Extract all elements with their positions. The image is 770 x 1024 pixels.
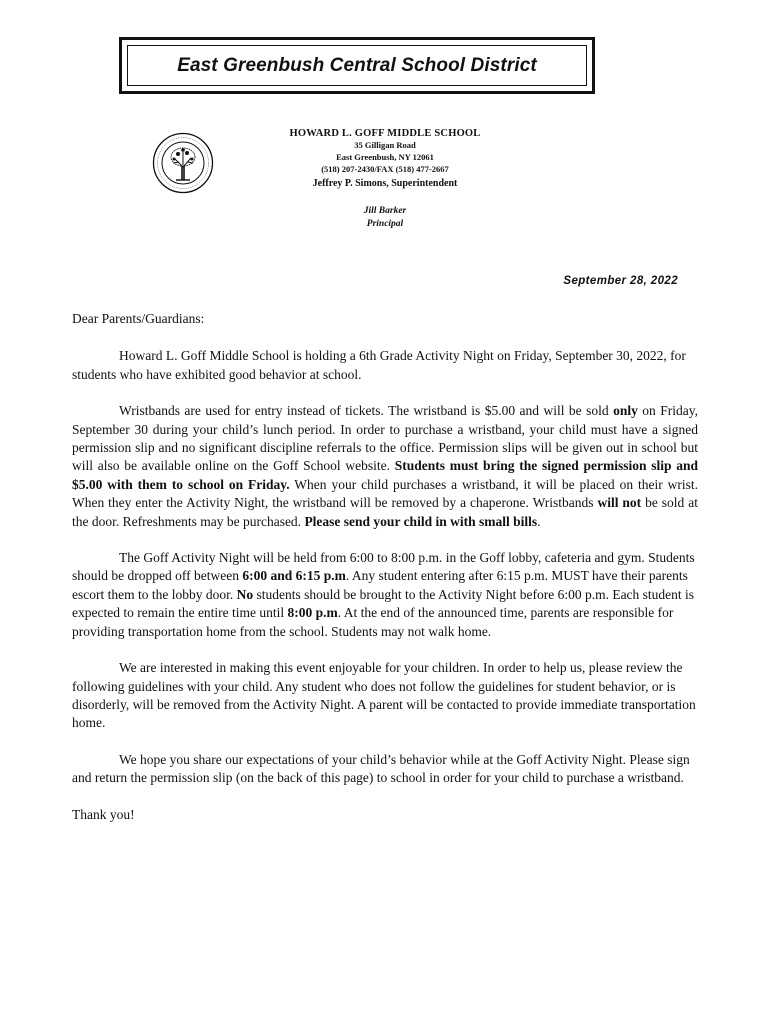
paragraph-1: Howard L. Goff Middle School is holding a 6th Grade Activity Night on Friday, September 30, 2022, for students who have exhibited good behavior at school.	[72, 348, 686, 382]
principal-name: Jill Barker	[363, 206, 407, 216]
paragraph-3	[72, 549, 698, 641]
district-banner	[119, 37, 595, 94]
district-title: East Greenbush Central School District	[177, 54, 537, 76]
p2-text-g: be sold at the door. Refreshments may be purchased.	[72, 495, 698, 529]
salutation: Dear Parents/Guardians:	[72, 311, 205, 326]
superintendent: Jeffrey P. Simons, Superintendent	[312, 178, 458, 189]
p2-text-a: Wristbands are used for entry instead of tickets. The wristband is $5.00 and will be sold	[119, 403, 614, 419]
school-name: HOWARD L. GOFF MIDDLE SCHOOL	[289, 128, 481, 139]
p3-text-g: . At the end of the announced time, parents are responsible for providing transportation home from the school. Students may not walk home.	[72, 605, 674, 639]
paragraph-2	[72, 402, 698, 531]
address-city: East Greenbush, NY 12061	[336, 152, 434, 162]
p2-text-i: .	[537, 513, 541, 529]
letter-date: September 28, 2022	[563, 275, 678, 287]
address-street: 35 Gilligan Road	[354, 140, 416, 150]
p2-text-e: When your child purchases a wristband, it will be placed on their wrist. When they enter the Activity Night, the wristband will be removed by a chaperone. Wristbands	[72, 476, 698, 511]
p3-text-c: . Any student entering after 6:15 p.m. MUST have their parents escort them to the lobby door.	[72, 568, 688, 602]
phone-fax: (518) 207-2430/FAX (518) 477-2667	[321, 164, 449, 174]
p2-bold-only: only	[613, 403, 638, 419]
p2-bold-will-not: will not	[597, 495, 642, 511]
p3-bold-end-time: 8:00 p.m	[287, 605, 338, 621]
paragraph-4: We are interested in making this event enjoyable for your children. In order to help us, please review the following guidelines with your child. Any student who does not follow the guidelines for student behavior, or is disorderly, will be removed from the Activity Night. A parent will be contacted to provide immediate transportation home.	[72, 660, 696, 731]
p3-bold-no: No	[236, 586, 254, 602]
letter-body	[72, 310, 698, 842]
p2-bold-students: Students must bring the signed permission slip and $5.00 with them to school on Friday.	[72, 458, 698, 492]
p2-bold-small-bills: Please send your child in with small bills	[304, 513, 538, 529]
p3-text-e: students should be brought to the Activity Night before 6:00 p.m. Each student is expected to remain the entire time until	[72, 586, 695, 621]
district-banner-inner-border	[127, 45, 587, 86]
p3-bold-dropoff-time: 6:00 and 6:15 p.m	[242, 568, 346, 584]
school-seal-tree-icon	[152, 132, 214, 194]
p2-text-c: on Friday, September 30 during your child’s lunch period. In order to purchase a wristband, your child must have a signed permission slip and no significant discipline referrals to the office. Permission slips will be given out in school but will also be available online on the Goff School website.	[72, 403, 699, 474]
school-letterhead	[230, 128, 540, 229]
closing: Thank you!	[72, 806, 135, 822]
principal-title: Principal	[366, 219, 404, 229]
p3-text-a: The Goff Activity Night will be held from 6:00 to 8:00 p.m. in the Goff lobby, cafeteria and gym. Students should be dropped off between	[72, 550, 695, 584]
paragraph-5: We hope you share our expectations of your child’s behavior while at the Goff Activity Night. Please sign and return the permission slip (on the back of this page) to school in order for your child to purchase a wristband.	[72, 751, 690, 786]
